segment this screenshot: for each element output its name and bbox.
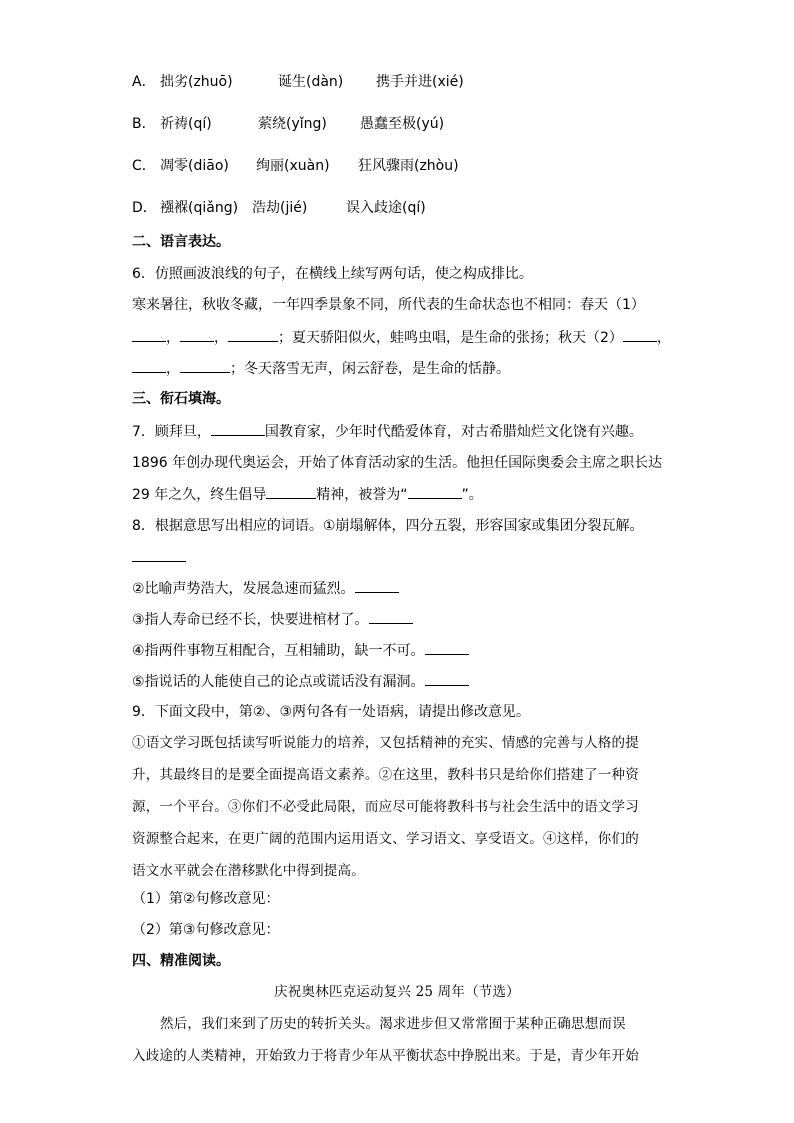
option-word-1: 襁褓(qiǎng) [160, 200, 239, 216]
question-8-prompt: 8．根据意思写出相应的词语。①崩塌解体，四分五裂，形容国家或集团分裂瓦解。 [132, 518, 644, 534]
option-letter: A． [132, 74, 156, 90]
question-7-text: 1896 年创办现代奥运会，开始了体育活动家的生活。他担任国际奥委会主席之职长达 [132, 455, 663, 471]
option-word-3: 携手并进(xié) [376, 74, 464, 90]
option-word-1: 拙劣(zhuō) [160, 74, 233, 90]
passage-line: 语文水平就会在潜移默化中得到提高。 [132, 863, 365, 879]
answer-blank[interactable] [408, 484, 462, 499]
question-9-prompt: 9．下面文段中，第②、③两句各有一处语病，请提出修改意见。 [132, 704, 531, 720]
question-7-text: 7．顾拜旦， 国教育家，少年时代酷爱体育，对古希腊灿烂文化饶有兴趣。 [132, 421, 672, 442]
answer-blank[interactable] [132, 358, 166, 373]
answer-blank[interactable] [266, 484, 316, 499]
answer-blank[interactable] [623, 327, 657, 342]
option-word-2: 绚丽(xuàn) [256, 158, 330, 174]
answer-blank[interactable] [180, 358, 230, 373]
question-8-item [132, 547, 672, 568]
section-heading: 四、精准阅读。 [132, 953, 230, 969]
option-word-2: 诞生(dàn) [278, 74, 344, 90]
question-9-answer-2: （2）第③句修改意见： [132, 922, 280, 938]
reading-title: 庆祝奥林匹克运动复兴 25 周年（节选） [274, 984, 520, 1000]
passage-line: ①语文学习既包括读写听说能力的培养，又包括精神的充实、情感的完善与人格的提 [132, 735, 639, 751]
section-heading: 二、语言表达。 [132, 234, 230, 250]
answer-blank[interactable] [180, 327, 214, 342]
section-heading: 三、衔石填海。 [132, 391, 230, 407]
answer-blank[interactable] [132, 327, 166, 342]
question-7-text: 29 年之久，终生倡导 精神，被誉为“ ”。 [132, 484, 672, 505]
option-word-3: 狂风骤雨(zhòu) [358, 158, 459, 174]
option-c [132, 156, 672, 176]
option-letter: C． [132, 158, 156, 174]
option-word-2: 萦绕(yǐng) [258, 116, 327, 132]
answer-blank[interactable] [211, 421, 265, 436]
answer-blank[interactable] [425, 640, 469, 655]
question-8-item: ④指两件事物互相配合，互相辅助，缺一不可。 [132, 640, 672, 661]
question-6-text: ， ， ；夏天骄阳似火，蛙鸣虫唱，是生命的张扬；秋天（2） ， [132, 327, 672, 348]
answer-blank[interactable] [228, 327, 278, 342]
option-word-2: 浩劫(jié) [252, 200, 308, 216]
passage-line: 资源整合起来，在更广阔的范围内运用语文、学习语文、享受语文。④这样，你们的 [132, 831, 639, 847]
answer-blank[interactable] [132, 547, 186, 562]
reading-line: 入歧途的人类精神，开始致力于将青少年从平衡状态中挣脱出来。于是，青少年开始 [132, 1048, 639, 1064]
question-8-item: ③指人寿命已经不长，快要进棺材了。 [132, 609, 672, 630]
answer-blank[interactable] [355, 578, 399, 593]
option-letter: D． [132, 200, 157, 216]
option-word-3: 愚蠢至极(yú) [360, 116, 445, 132]
question-9-answer-1: （1）第②句修改意见： [132, 891, 280, 907]
reading-line: 然后，我们来到了历史的转折关头。渴求进步但又常常囿于某种正确思想而误 [160, 1016, 626, 1032]
question-6-text: ， ；冬天落雪无声，闲云舒卷，是生命的恬静。 [132, 358, 672, 379]
option-b [132, 114, 672, 134]
answer-blank[interactable] [369, 609, 413, 624]
passage-line: 源，一个平台。③你们不必受此局限，而应尽可能将教科书与社会生活中的语文学习 [132, 799, 639, 815]
question-6-text: 寒来暑往，秋收冬藏，一年四季景象不同，所代表的生命状态也不相同：春天（1） [132, 297, 645, 313]
passage-line: 升，其最终目的是要全面提高语文素养。②在这里，教科书只是给你们搭建了一种资 [132, 767, 639, 783]
option-word-3: 误入歧途(qí) [346, 200, 426, 216]
question-8-item: ②比喻声势浩大，发展急速而猛烈。 [132, 578, 672, 599]
question-8-item: ⑤指说话的人能使自己的论点或谎话没有漏洞。 [132, 671, 672, 692]
option-a [132, 72, 672, 92]
option-letter: B． [132, 116, 156, 132]
option-word-1: 凋零(diāo) [160, 158, 229, 174]
option-word-1: 祈祷(qí) [160, 116, 212, 132]
question-6-prompt: 6．仿照画波浪线的句子，在横线上续写两句话，使之构成排比。 [132, 266, 533, 282]
option-d [132, 198, 672, 218]
answer-blank[interactable] [425, 671, 469, 686]
